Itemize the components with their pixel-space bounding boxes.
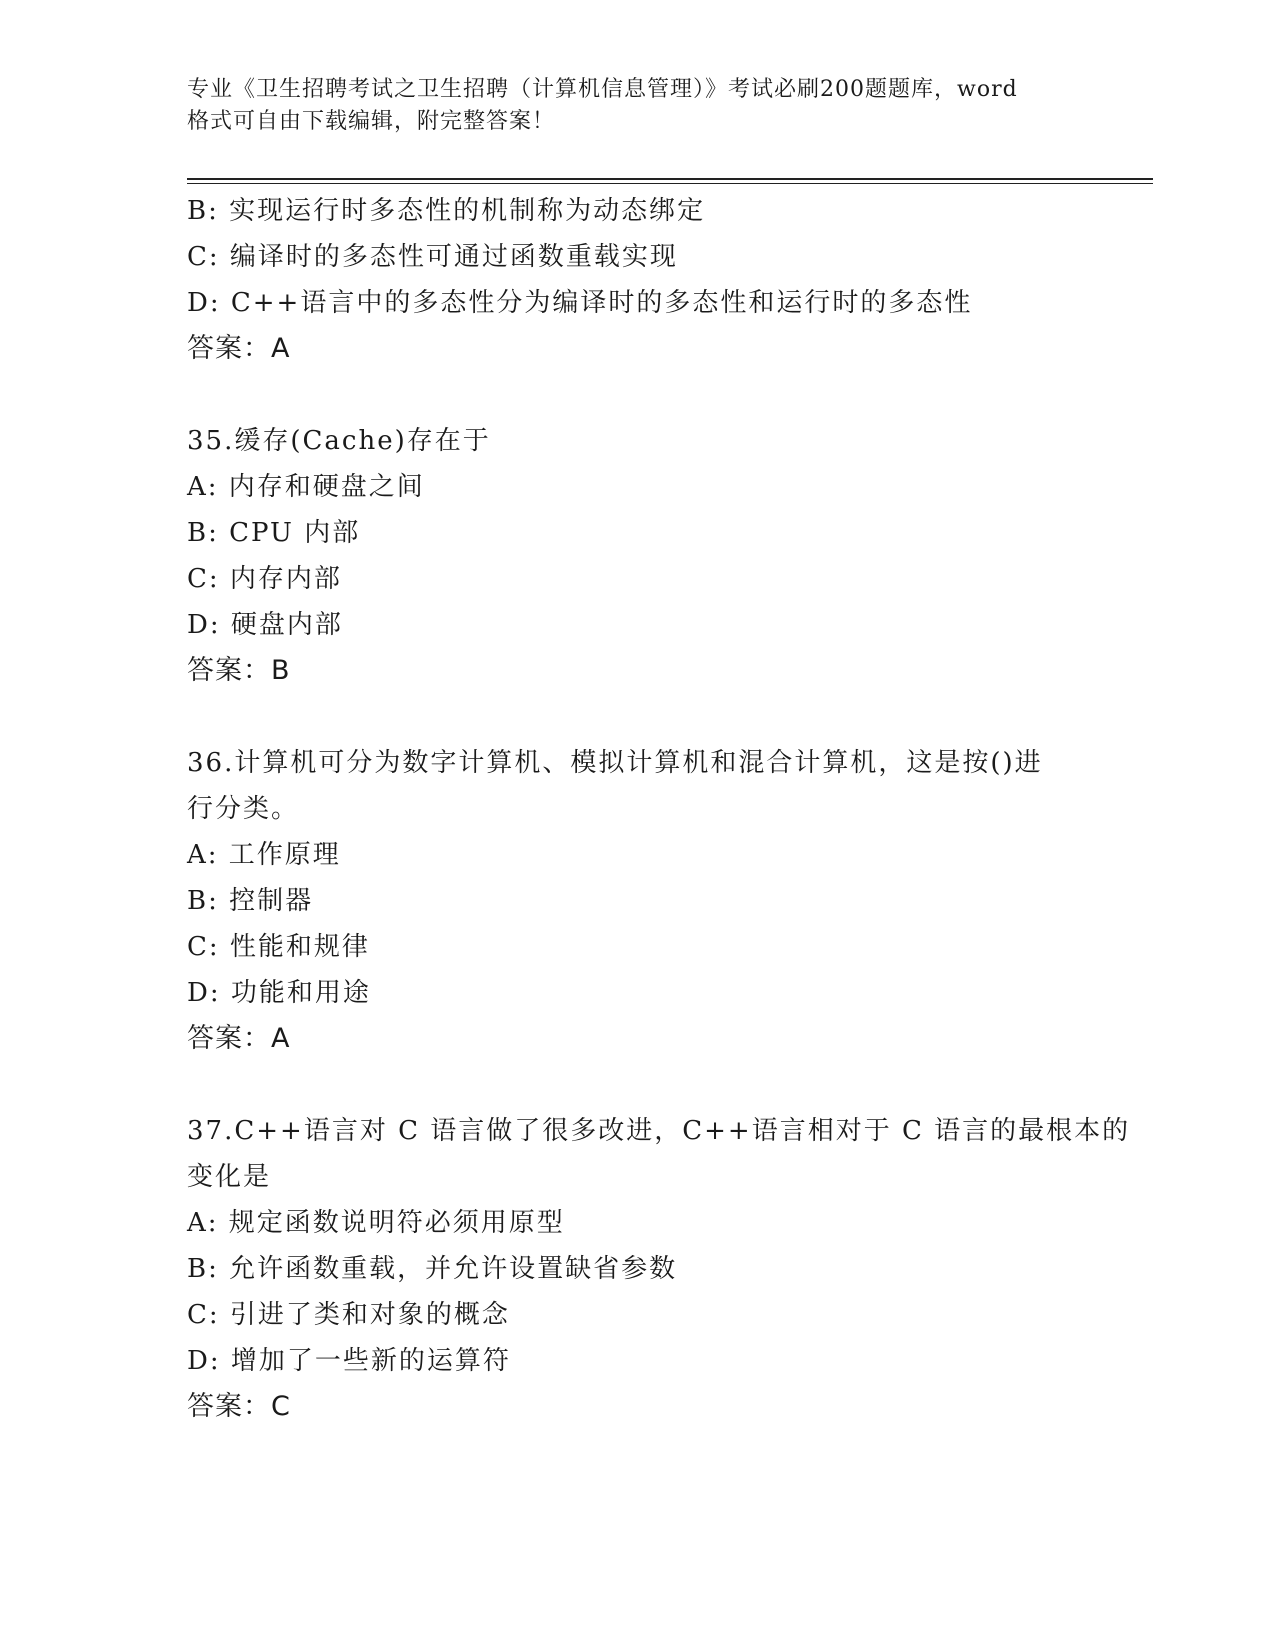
header-line-2: 格式可自由下载编辑，附完整答案！	[187, 109, 556, 134]
question-35	[187, 418, 1087, 694]
answer: 答案：A	[187, 333, 291, 364]
option-b: B: CPU 内部	[187, 518, 361, 548]
question-36	[187, 740, 1087, 1062]
header-divider-thin	[187, 183, 1153, 184]
option-a: A: 工作原理	[187, 840, 341, 870]
option-d: D: C++语言中的多态性分为编译时的多态性和运行时的多态性	[187, 288, 973, 318]
header-line-1: 专业《卫生招聘考试之卫生招聘（计算机信息管理）》考试必刷200题题库，word	[187, 77, 1018, 102]
option-b: B: 允许函数重载，并允许设置缺省参数	[187, 1254, 678, 1284]
question-34	[187, 188, 1087, 372]
spacer	[187, 1062, 1087, 1108]
answer: 答案：B	[187, 655, 291, 686]
option-d: D: 硬盘内部	[187, 610, 343, 640]
question-list	[187, 188, 1131, 1430]
answer: 答案：A	[187, 1023, 291, 1054]
option-a: A: 规定函数说明符必须用原型	[187, 1208, 565, 1238]
question-text-line-1: 36.计算机可分为数字计算机、模拟计算机和混合计算机，这是按()进	[187, 748, 1043, 778]
document-header	[187, 74, 1087, 138]
option-c: C: 内存内部	[187, 564, 342, 594]
option-d: D: 增加了一些新的运算符	[187, 1346, 511, 1376]
option-d: D: 功能和用途	[187, 978, 371, 1008]
question-text-line-1: 37.C++语言对 C 语言做了很多改进，C++语言相对于 C 语言的最根本的	[187, 1116, 1131, 1146]
question-37	[187, 1108, 1131, 1430]
question-text: 35.缓存(Cache)存在于	[187, 426, 491, 456]
option-a: A: 内存和硬盘之间	[187, 472, 425, 502]
option-c: C: 引进了类和对象的概念	[187, 1300, 510, 1330]
spacer	[187, 372, 1087, 418]
option-c: C: 编译时的多态性可通过函数重载实现	[187, 242, 678, 272]
spacer	[187, 694, 1087, 740]
question-text-line-2: 变化是	[187, 1162, 272, 1192]
question-text-line-2: 行分类。	[187, 794, 300, 824]
option-b: B: 控制器	[187, 886, 314, 916]
answer: 答案：C	[187, 1391, 291, 1422]
header-divider-thick	[187, 178, 1153, 180]
option-b: B: 实现运行时多态性的机制称为动态绑定	[187, 196, 706, 226]
option-c: C: 性能和规律	[187, 932, 370, 962]
